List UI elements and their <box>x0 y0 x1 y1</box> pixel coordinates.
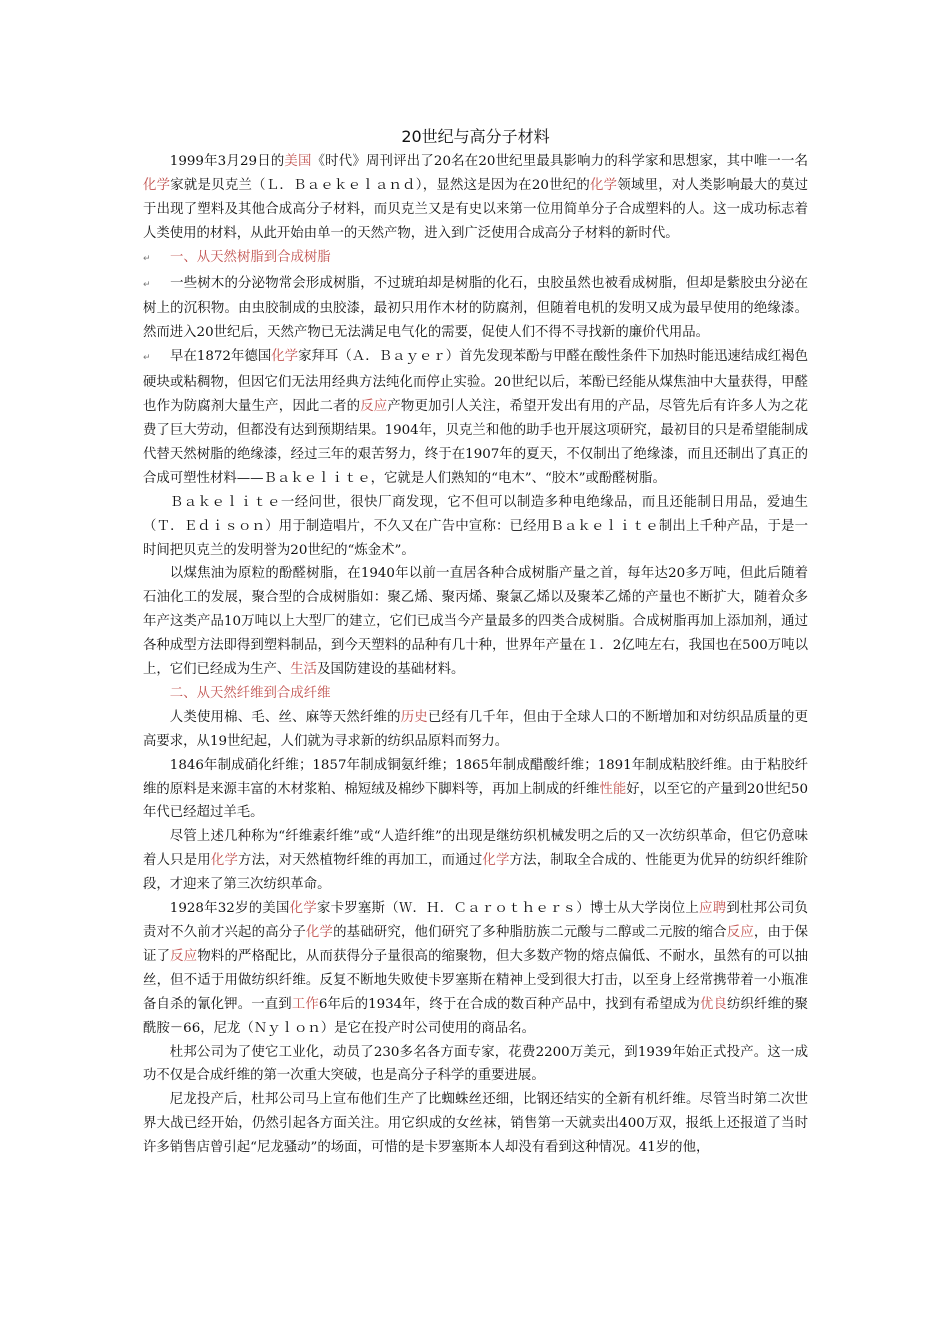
text-run: 及国防建设的基础材料。 <box>317 662 465 678</box>
highlighted-term: 反应 <box>170 948 198 964</box>
text-run: 6年后的1934年，终于在合成的数百种产品中，找到有希望成为 <box>318 996 700 1012</box>
highlighted-term: 化学 <box>590 177 618 193</box>
highlighted-term: 性能 <box>599 781 627 797</box>
document-page <box>143 126 808 1160</box>
text-run: 尼龙投产后，杜邦公司马上宣布他们生产了比蜘蛛丝还细，比钢还结实的全新有机纤维。尽管当时第二次世界大战已经开始，仍然引起各方面关注。用它织成的女丝袜，销售第一天就卖出400万双，报纸上还报道了当时许多销售店曾引起“尼龙骚动”的场面，可惜的是卡罗塞斯本人却没有看到这种情况。41岁的他， <box>143 1092 808 1156</box>
text-run: 人类使用棉、毛、丝、麻等天然纤维的 <box>169 709 401 725</box>
highlighted-term: 反应 <box>726 925 754 940</box>
section-heading-2: 二、从天然纤维到合成纤维 <box>169 685 331 701</box>
text-run: 家拜耳（Ａ．Ｂａｙｅｒ）首先发现苯酚与甲醛在酸性条件下加热时能迅速结成红褐色硬块或粘稠物，但因它们无法用经典方法纯化而停止实验。20世纪以后，苯酚已经能从煤焦油中大量获得，甲醛也作为防腐剂大量生产，因此二者的 <box>143 349 809 415</box>
text-run: 好，以至它的产量到20世纪50年代已经超过羊毛。 <box>143 781 809 821</box>
highlighted-term: 历史 <box>400 709 428 725</box>
paragraph-8 <box>143 825 808 897</box>
text-run: 产物更加引人关注，希望开发出有用的产品，尽管先后有许多人为之花费了巨大劳动，但都没有达到预期结果。1904年，贝克兰和他的助手也开展这项研究，最初目的只是希望能制成代替天然树脂的绝缘漆，经过三年的艰苦努力，终于在1907年的夏天，不仅制出了绝缘漆，而且还制出了真正的合成可塑性材料——Ｂａｋｅｌｉｔｅ，它就是人们熟知的“电木”、“胶木”或酚醛树脂。 <box>143 399 809 486</box>
section-heading-1: ↵ 一、从天然树脂到合成树脂 <box>143 246 808 272</box>
text-run: 家就是贝克兰（Ｌ．Ｂａｅｋｅｌａｎｄ），显然这是因为在20世纪的 <box>170 177 591 193</box>
text-run: 《时代》周刊评出了20名在20世纪里最具影响力的科学家和思想家，其中唯一一名 <box>311 154 808 169</box>
text-run: 物料的严格配比，从而获得分子量很高的缩聚物，但大多数产物的熔点偏低、不耐水，虽然有的可以抽丝，但不适于用做纺织纤维。反复不断地失败使卡罗塞斯在精神上受到很大打击，以至身上经常携带着一小瓶准备自杀的氰化钾。一直到 <box>143 948 809 1012</box>
text-run: 一些树木的分泌物常会形成树脂，不过琥珀却是树脂的化石，虫胶虽然也被看成树脂，但却是紫胶虫分泌在树上的沉积物。由虫胶制成的虫胶漆，最初只用作木材的防腐剂，但随着电机的发明又成为最早使用的绝缘漆。然而进入20世纪后，天然产物已无法满足电气化的需要，促使人们不得不寻找新的廉价代用品。 <box>143 275 808 341</box>
paragraph-7 <box>143 754 808 826</box>
text-run: 方法，对天然植物纤维的再加工，而通过 <box>238 853 483 869</box>
paragraph-mark-icon: ↵ <box>143 353 151 364</box>
paragraph-4 <box>143 491 808 563</box>
paragraph-6 <box>143 706 808 754</box>
text-run: 1928年32岁的美国 <box>169 901 290 917</box>
highlighted-term: 化学 <box>482 853 510 869</box>
paragraph-10 <box>143 1041 808 1089</box>
highlighted-term: 化学 <box>143 177 171 193</box>
highlighted-term: 美国 <box>284 154 312 169</box>
highlighted-term: 化学 <box>210 853 239 869</box>
paragraph-5 <box>143 562 808 682</box>
page-title: 20世纪与高分子材料 <box>401 127 550 146</box>
paragraph-9 <box>143 897 808 1040</box>
paragraph-mark-icon: ↵ <box>143 253 151 264</box>
text-run: 早在1872年德国 <box>170 349 272 365</box>
text-run: ，由于保证了 <box>143 925 809 964</box>
highlighted-term: 化学 <box>289 901 317 917</box>
highlighted-term: 反应 <box>360 399 388 415</box>
highlighted-term: 应聘 <box>699 901 727 917</box>
text-run: 的基础研究，他们研究了多种脂肪族二元酸与二醇或二元胺的缩合 <box>333 925 727 940</box>
highlighted-term: 生活 <box>290 662 318 678</box>
text-run: 方法，制取全合成的、性能更为优异的纺织纤维阶段，才迎来了第三次纺织革命。 <box>143 853 809 893</box>
highlighted-term: 化学 <box>271 349 299 365</box>
text-run: 杜邦公司为了使它工业化，动员了230多名各方面专家，花费2200万美元，到1939年始正式投产。这一成功不仅是合成纤维的第一次重大突破，也是高分子科学的重要进展。 <box>143 1044 808 1084</box>
text-run: Ｂａｋｅｌｉｔｅ一经问世，很快厂商发现，它不但可以制造多种电绝缘品，而且还能制日用品，爱迪生（Ｔ．Ｅｄｉｓｏｎ）用于制造唱片，不久又在广告中宣称：已经用Ｂａｋｅｌｉｔｅ制出上千种产品，于是一时间把贝克兰的发明誉为20世纪的“炼金术”。 <box>143 494 808 558</box>
text-run: 领域里，对人类影响最大的莫过于出现了塑料及其他合成高分子材料，而贝克兰又是有史以来第一位用简单分子合成塑料的人。这一成功标志着人类使用的材料，从此开始由单一的天然产物，进入到广泛使用合成高分子材料的新时代。 <box>143 177 809 241</box>
paragraph-mark-icon: ↵ <box>143 279 151 290</box>
paragraph-2 <box>143 272 808 346</box>
text-run: 尽管上述几种称为“纤维素纤维”或“人造纤维”的出现是继纺织机械发明之后的又一次纺织革命，但它仍意味着人只是用 <box>143 829 808 869</box>
highlighted-term: 化学 <box>305 925 334 940</box>
text-run: 纺织纤维的聚酰胺－66，尼龙（Ｎｙｌｏｎ）是它在投产时公司使用的商品名。 <box>143 996 809 1036</box>
highlighted-term: 工作 <box>291 996 319 1012</box>
text-run: 1999年3月29日的 <box>169 154 285 169</box>
text-run: 已经有几千年，但由于全球人口的不断增加和对纺织品质量的更高要求，从19世纪起，人们就为寻求新的纺织品原料而努力。 <box>143 709 809 749</box>
paragraph-11 <box>143 1088 808 1160</box>
text-run: 到杜邦公司负责对不久前才兴起的高分子 <box>143 901 809 940</box>
highlighted-term: 优良 <box>699 996 727 1012</box>
text-run: 1846年制成硝化纤维；1857年制成铜氨纤维；1865年制成醋酸纤维；1891年制成粘胶纤维。由于粘胶纤维的原料是来源丰富的木材浆粕、棉短绒及棉纱下脚料等，再加上制成的纤维 <box>143 757 808 797</box>
text-run: 以煤焦油为原粒的酚醛树脂，在1940年以前一直居各种合成树脂产量之首，每年达20多万吨，但此后随着石油化工的发展，聚合型的合成树脂如：聚乙烯、聚丙烯、聚氯乙烯以及聚苯乙烯的产量也不断扩大，随着众多年产这类产品10万吨以上大型厂的建立，它们已成当今产量最多的四类合成树脂。合成树脂再加上添加剂，通过各种成型方法即得到塑料制品，到今天塑料的品种有几十种，世界年产量在１．2亿吨左右，我国也在500万吨以上，它们已经成为生产、 <box>143 566 808 678</box>
paragraph-1 <box>143 150 808 246</box>
text-run: 家卡罗塞斯（Ｗ．Ｈ．Ｃａｒｏｔｈｅｒｓ）博士从大学岗位上 <box>316 901 700 917</box>
paragraph-3 <box>143 345 808 490</box>
